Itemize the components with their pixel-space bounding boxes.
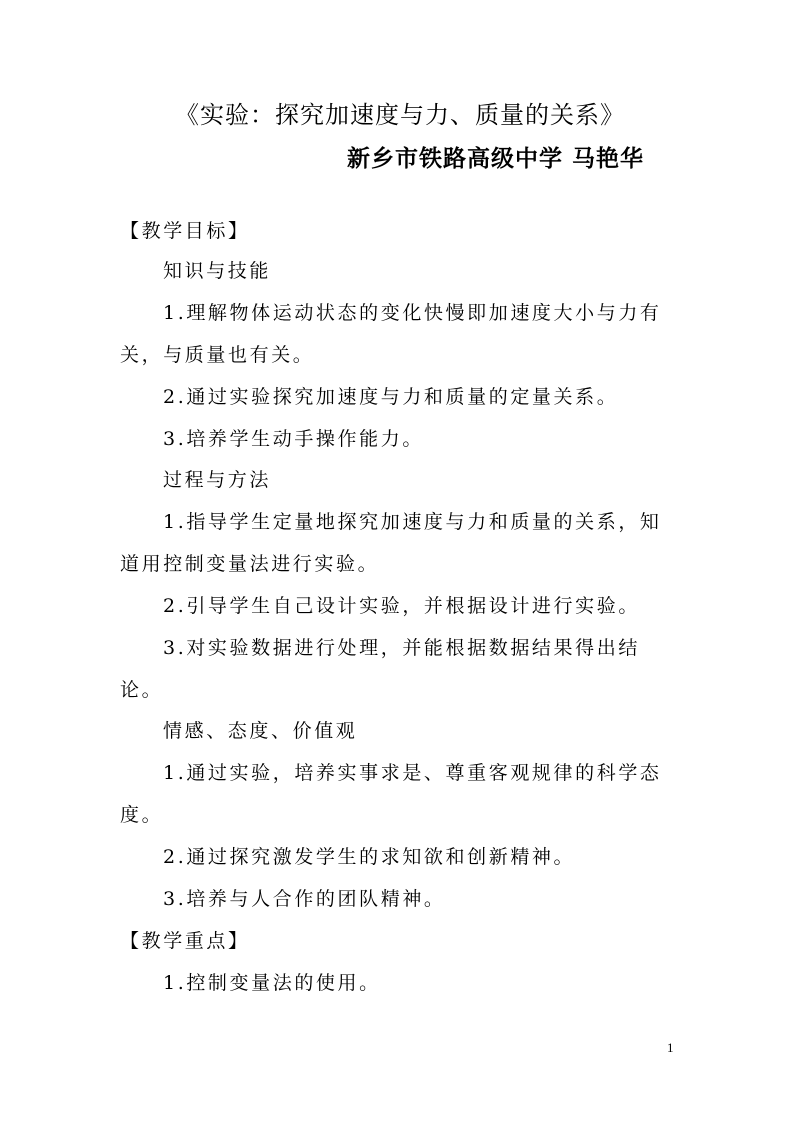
document-author: 新乡市铁路高级中学 马艳华 (346, 145, 644, 172)
subheading-knowledge-skills: 知识与技能 (163, 260, 272, 282)
paragraph-process-1-line-2: 道用控制变量法进行实验。 (120, 553, 380, 575)
paragraph-emotion-3: 3.培养与人合作的团队精神。 (163, 888, 446, 910)
paragraph-knowledge-3: 3.培养学生动手操作能力。 (163, 428, 424, 450)
paragraph-process-2: 2.引导学生自己设计实验，并根据设计进行实验。 (163, 595, 640, 617)
paragraph-knowledge-1-line-2: 关，与质量也有关。 (120, 344, 315, 366)
subheading-emotion-attitude-values: 情感、态度、价值观 (163, 720, 358, 742)
page-number: 1 (667, 1040, 674, 1055)
section-heading-teaching-focus: 【教学重点】 (120, 930, 250, 952)
paragraph-process-3-line-2: 论。 (120, 679, 164, 701)
paragraph-emotion-1-line-2: 度。 (120, 804, 164, 826)
paragraph-emotion-1-line-1: 1.通过实验，培养实事求是、尊重客观规律的科学态 (163, 762, 662, 784)
subheading-process-methods: 过程与方法 (163, 469, 272, 491)
section-heading-teaching-goals: 【教学目标】 (120, 220, 250, 242)
paragraph-process-3-line-1: 3.对实验数据进行处理，并能根据数据结果得出结 (163, 637, 640, 659)
paragraph-process-1-line-1: 1.指导学生定量地探究加速度与力和质量的关系，知 (163, 511, 662, 533)
paragraph-emotion-2: 2.通过探究激发学生的求知欲和创新精神。 (163, 846, 576, 868)
document-title: 《实验：探究加速度与力、质量的关系》 (175, 101, 625, 129)
paragraph-knowledge-2: 2.通过实验探究加速度与力和质量的定量关系。 (163, 386, 619, 408)
paragraph-focus-1: 1.控制变量法的使用。 (163, 972, 381, 994)
paragraph-knowledge-1-line-1: 1.理解物体运动状态的变化快慢即加速度大小与力有 (163, 302, 662, 324)
